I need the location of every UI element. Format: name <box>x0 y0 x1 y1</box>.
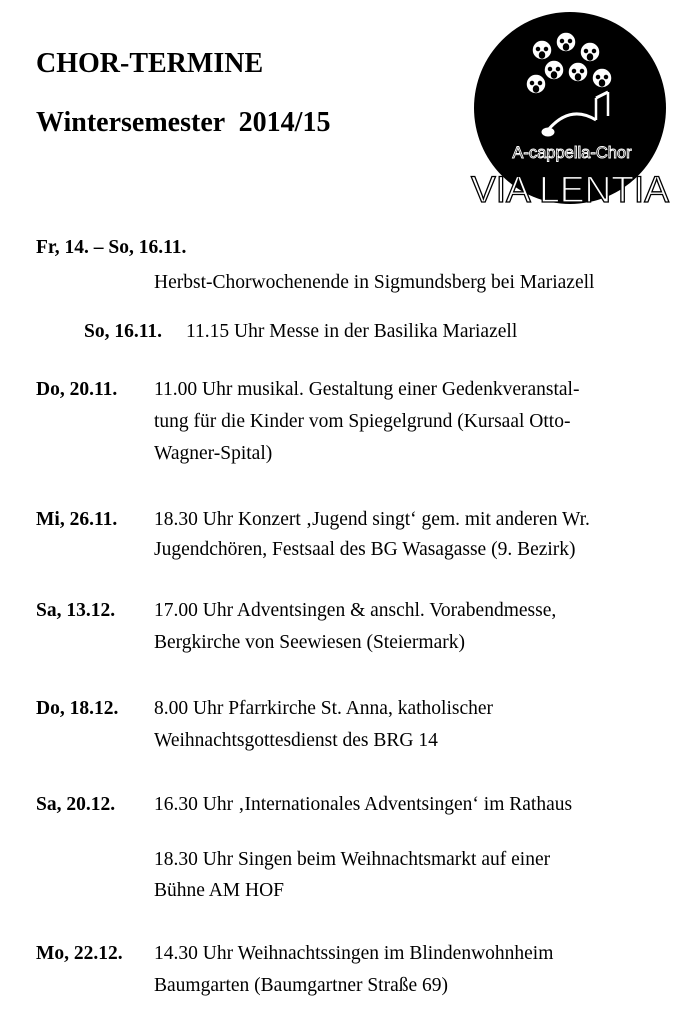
event-text: 11.15 Uhr Messe in der Basilika Mariazell <box>186 321 518 342</box>
event-text: 11.00 Uhr musikal. Gestaltung einer Gedenkveranstal- <box>154 379 580 400</box>
page-title: CHOR-TERMINE <box>36 48 264 79</box>
event-text: Wagner-Spital) <box>154 443 273 464</box>
event-text: Jugendchören, Festsaal des BG Wasagasse (9. Bezirk) <box>154 539 576 560</box>
logo-subtitle: A-cappella-Chor <box>512 144 632 162</box>
event-text: Bühne AM HOF <box>154 880 285 901</box>
event-text: Herbst-Chorwochenende in Sigmundsberg bei Mariazell <box>154 272 595 293</box>
event-text: Weihnachtsgottesdienst des BRG 14 <box>154 730 438 751</box>
event-date: Mi, 26.11. <box>36 509 118 530</box>
event-text: 14.30 Uhr Weihnachtssingen im Blindenwohnheim <box>154 943 554 964</box>
logo-name: VIA LENTIA <box>471 169 670 210</box>
event-text: Baumgarten (Baumgartner Straße 69) <box>154 975 449 996</box>
event-date: So, 16.11. <box>84 321 163 342</box>
event-text: 18.30 Uhr Singen beim Weihnachtsmarkt auf einer <box>154 849 551 870</box>
event-date: Sa, 20.12. <box>36 794 116 815</box>
event-date: Mo, 22.12. <box>36 943 123 964</box>
event-text: 18.30 Uhr Konzert ‚Jugend singt‘ gem. mit anderen Wr. <box>154 509 590 530</box>
event-text: Bergkirche von Seewiesen (Steiermark) <box>154 632 465 653</box>
event-text: tung für die Kinder vom Spiegelgrund (Kursaal Otto- <box>154 411 571 432</box>
event-text: 8.00 Uhr Pfarrkirche St. Anna, katholischer <box>154 698 494 719</box>
event-date: Do, 18.12. <box>36 698 119 719</box>
page-subtitle: Wintersemester 2014/15 <box>36 107 331 138</box>
event-date: Sa, 13.12. <box>36 600 116 621</box>
event-date: Do, 20.11. <box>36 379 118 400</box>
event-text: 17.00 Uhr Adventsingen & anschl. Vorabendmesse, <box>154 600 557 621</box>
choir-logo <box>466 12 672 212</box>
event-date: Fr, 14. – So, 16.11. <box>36 237 187 258</box>
event-text: 16.30 Uhr ‚Internationales Adventsingen‘ im Rathaus <box>154 794 573 815</box>
